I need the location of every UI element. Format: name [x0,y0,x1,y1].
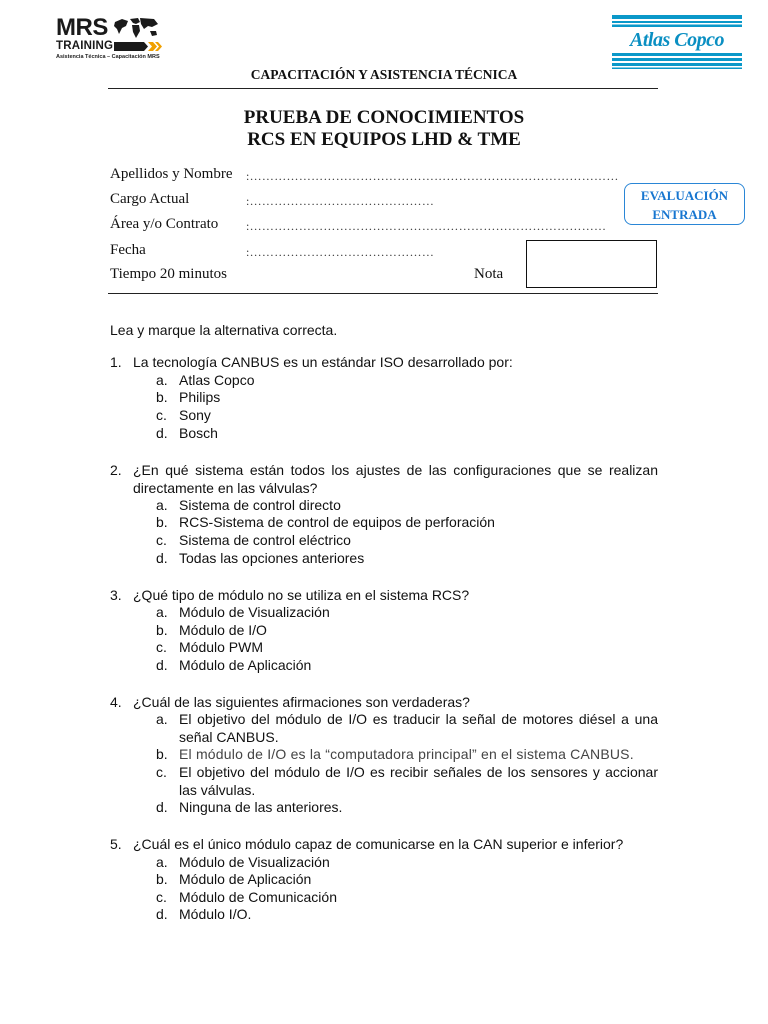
field-label-fecha: Fecha [110,242,146,258]
option-letter[interactable]: c. [156,764,167,780]
option-text[interactable]: Módulo de Comunicación [179,889,337,905]
question-text: La tecnología CANBUS es un estándar ISO desarrollado por: [133,354,513,370]
question-number: 5. [110,836,122,852]
field-cargo-input[interactable]: :……………………………………… [246,194,435,208]
option-letter[interactable]: a. [156,711,168,727]
option-text[interactable]: Módulo de Visualización [179,604,330,620]
question-number: 3. [110,587,122,603]
nota-score-box[interactable] [526,240,657,288]
option-text[interactable]: Bosch [179,425,218,441]
field-label-cargo: Cargo Actual [110,191,190,207]
question-number: 4. [110,694,122,710]
question-text: ¿Cuál de las siguientes afirmaciones son verdaderas? [133,694,470,710]
question-text: ¿En qué sistema están todos los ajustes de las configuraciones que se realizan directamente en las válvulas? [133,462,658,496]
option-letter[interactable]: c. [156,532,167,548]
field-apellidos-input[interactable]: :……………………………………………………………………………… [246,169,619,183]
option-text[interactable]: Módulo I/O. [179,906,252,922]
header-title: CAPACITACIÓN Y ASISTENCIA TÉCNICA [250,67,518,82]
arrows-icon [114,41,162,52]
time-label: Tiempo 20 minutos [110,266,227,282]
option-text[interactable]: Sony [179,407,211,423]
option-text[interactable]: RCS-Sistema de control de equipos de perforación [179,514,495,530]
form-rule [108,293,658,294]
field-label-area: Área y/o Contrato [110,216,219,232]
option-text[interactable]: Módulo de I/O [179,622,267,638]
option-letter[interactable]: a. [156,854,168,870]
option-letter[interactable]: d. [156,799,168,815]
option-letter[interactable]: b. [156,746,168,762]
option-text[interactable]: Sistema de control eléctrico [179,532,351,548]
option-letter[interactable]: b. [156,622,168,638]
option-text[interactable]: El objetivo del módulo de I/O es traducir la señal de motores diésel a una señal CANBUS. [179,711,658,745]
option-letter[interactable]: d. [156,657,168,673]
option-letter[interactable]: c. [156,889,167,905]
option-letter[interactable]: a. [156,604,168,620]
evaluation-badge [624,183,745,225]
option-text[interactable]: Ninguna de las anteriores. [179,799,343,815]
mrs-logo-word: MRS [56,14,108,41]
option-text[interactable]: El objetivo del módulo de I/O es recibir señales de los sensores y accionar las válvulas. [179,764,658,798]
option-letter[interactable]: d. [156,906,168,922]
option-letter[interactable]: b. [156,514,168,530]
mrs-logo-training: TRAINING [56,40,114,52]
option-letter[interactable]: c. [156,639,167,655]
option-letter[interactable]: d. [156,550,168,566]
atlas-copco-logo [612,15,742,69]
option-text[interactable]: Módulo PWM [179,639,264,655]
world-map-icon [112,16,160,40]
option-text[interactable]: El módulo de I/O es la “computadora principal” en el sistema CANBUS. [179,746,634,762]
field-label-apellidos: Apellidos y Nombre [110,166,233,182]
option-letter[interactable]: a. [156,497,168,513]
question-text: ¿Cuál es el único módulo capaz de comunicarse en la CAN superior e inferior? [133,836,624,852]
test-title-line-2: RCS EN EQUIPOS LHD & TME [247,129,521,150]
mrs-training-logo [56,16,166,62]
option-letter[interactable]: c. [156,407,167,423]
option-text[interactable]: Sistema de control directo [179,497,341,513]
option-letter[interactable]: b. [156,871,168,887]
evaluation-badge-line-2: ENTRADA [652,207,717,222]
option-text[interactable]: Módulo de Aplicación [179,871,312,887]
evaluation-badge-line-1: EVALUACIÓN [640,188,729,203]
test-title-line-1: PRUEBA DE CONOCIMIENTOS [243,107,525,128]
atlas-copco-name: Atlas Copco [612,27,742,53]
option-text[interactable]: Módulo de Aplicación [179,657,312,673]
mrs-logo-tagline: Asistencia Técnica – Capacitación MRS [56,54,160,60]
question-number: 1. [110,354,122,370]
option-letter[interactable]: a. [156,372,168,388]
nota-label: Nota [474,266,504,282]
field-fecha-input[interactable]: :……………………………………… [246,245,435,259]
option-text[interactable]: Philips [179,389,221,405]
question-text: ¿Qué tipo de módulo no se utiliza en el sistema RCS? [133,587,470,603]
question-number: 2. [110,462,122,478]
option-letter[interactable]: d. [156,425,168,441]
field-area-input[interactable]: :…………………………………………………………………………… [246,219,607,233]
option-letter[interactable]: b. [156,389,168,405]
header-rule [108,88,658,89]
option-text[interactable]: Módulo de Visualización [179,854,330,870]
instructions: Lea y marque la alternativa correcta. [110,322,338,338]
option-text[interactable]: Todas las opciones anteriores [179,550,365,566]
option-text[interactable]: Atlas Copco [179,372,255,388]
